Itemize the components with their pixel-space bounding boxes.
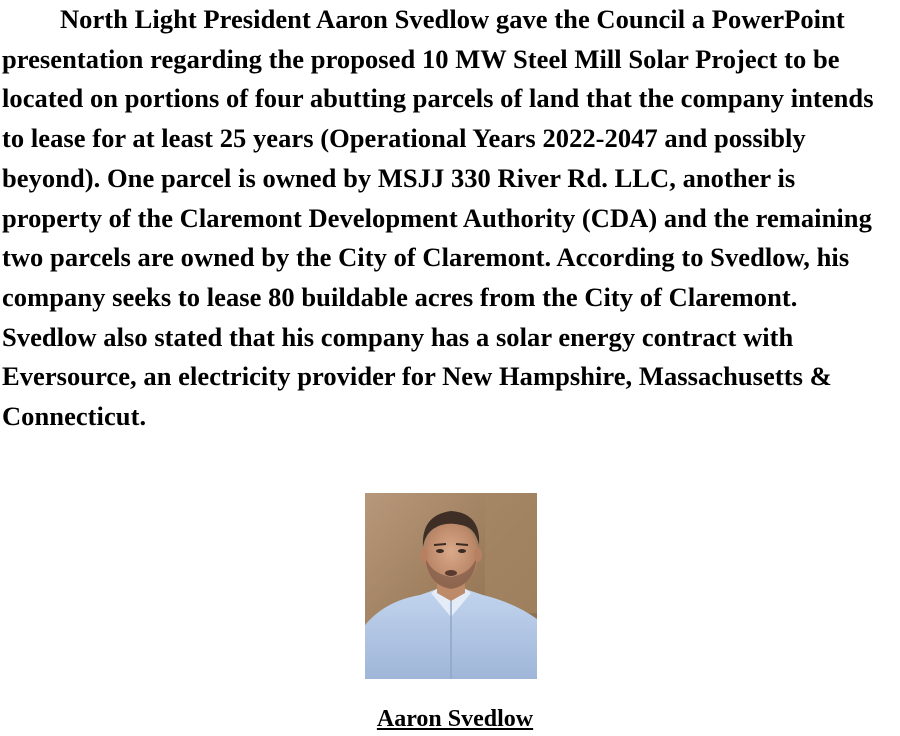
portrait-photo — [365, 493, 537, 679]
photo-caption: Aaron Svedlow — [376, 706, 534, 732]
article-paragraph: North Light President Aaron Svedlow gave the Council a PowerPoint presentation regarding the proposed 10 MW Steel Mill Solar Project to be located on portions of four abutting parcels of land that the company intends to lease for at least 25 years (Operational Years 2022-2047 and possibly beyond). One parcel is owned by MSJJ 330 River Rd. LLC, another is property of the Claremont Development Authority (CDA) and the remaining two parcels are owned by the City of Claremont. According to Svedlow, his company seeks to lease 80 buildable acres from the City of Claremont. Svedlow also stated that his company has a solar energy contract with Eversource, an electricity provider for New Hampshire, Massachusetts & Connecticut. — [2, 4, 874, 432]
